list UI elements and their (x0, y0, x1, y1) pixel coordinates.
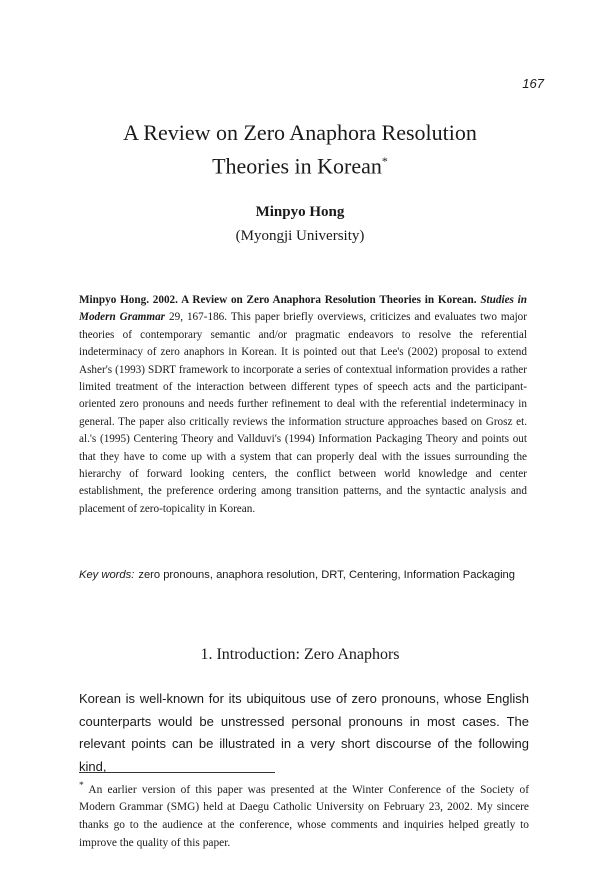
footnote-text: An earlier version of this paper was presented at the Winter Conference of the Society of Modern Grammar (SMG) held at Daegu Catholic University on February 23, 2002. My sincere thanks go to the audience at the conference, whose comments and inquiries helped greatly to improve the quality of this paper. (79, 783, 529, 849)
footnote-divider (79, 772, 275, 773)
abstract-citation: Minpyo Hong. 2002. A Review on Zero Anaphora Resolution Theories in Korean. (79, 294, 477, 306)
volume-pages: 29, 167-186. (165, 311, 228, 324)
page-number: 167 (522, 76, 544, 91)
paper-title (40, 118, 560, 180)
author-affiliation: (Myongji University) (235, 228, 365, 244)
title-footnote-marker: * (381, 154, 388, 168)
keywords (79, 567, 527, 583)
abstract (79, 292, 527, 518)
body-paragraph: Korean is well-known for its ubiquitous use of zero pronouns, whose English counterparts would be unstressed personal pronouns in most cases. The relevant points can be illustrated in a very short discourse of the following kind, (79, 691, 529, 774)
title-line-2: Theories in Korean (212, 153, 382, 179)
abstract-body: This paper briefly overviews, criticizes and evaluates two major theories of contemporary semantic and/or pragmatic endeavors to resolve the referential indeterminacy of zero anaphors in Korean. It is pointed out that Lee's (2002) proposal to extend Asher's (1993) SDRT framework to incorporate a series of contextual information provides a rather limited treatment of the interaction between different types of speech acts and the participant-oriented zero pronouns and needs further refinement to deal with the referential indeterminacy in general. The paper also critically reviews the information structure approaches based on Grosz et. al.'s (1995) Centering Theory and Vallduvi's (1994) Information Packaging Theory and points out that they have to come up with a system that can properly deal with the issues surrounding the hierarchy of forward looking centers, the conflict between world knowledge and center establishment, the preference ordering among transition patterns, and the syntactic analysis and placement of zero-topicality in Korean. (79, 311, 527, 515)
footnote-marker: * (79, 781, 84, 791)
keywords-text: zero pronouns, anaphora resolution, DRT, Centering, Information Packaging (138, 569, 516, 581)
author-name: Minpyo Hong (255, 204, 345, 220)
footnote (79, 778, 529, 852)
section-heading: 1. Introduction: Zero Anaphors (200, 646, 400, 663)
journal-name: Studies in Modern Grammar (79, 294, 528, 324)
keywords-label: Key words: (79, 569, 135, 581)
title-line-1: A Review on Zero Anaphora Resolution (123, 120, 477, 145)
